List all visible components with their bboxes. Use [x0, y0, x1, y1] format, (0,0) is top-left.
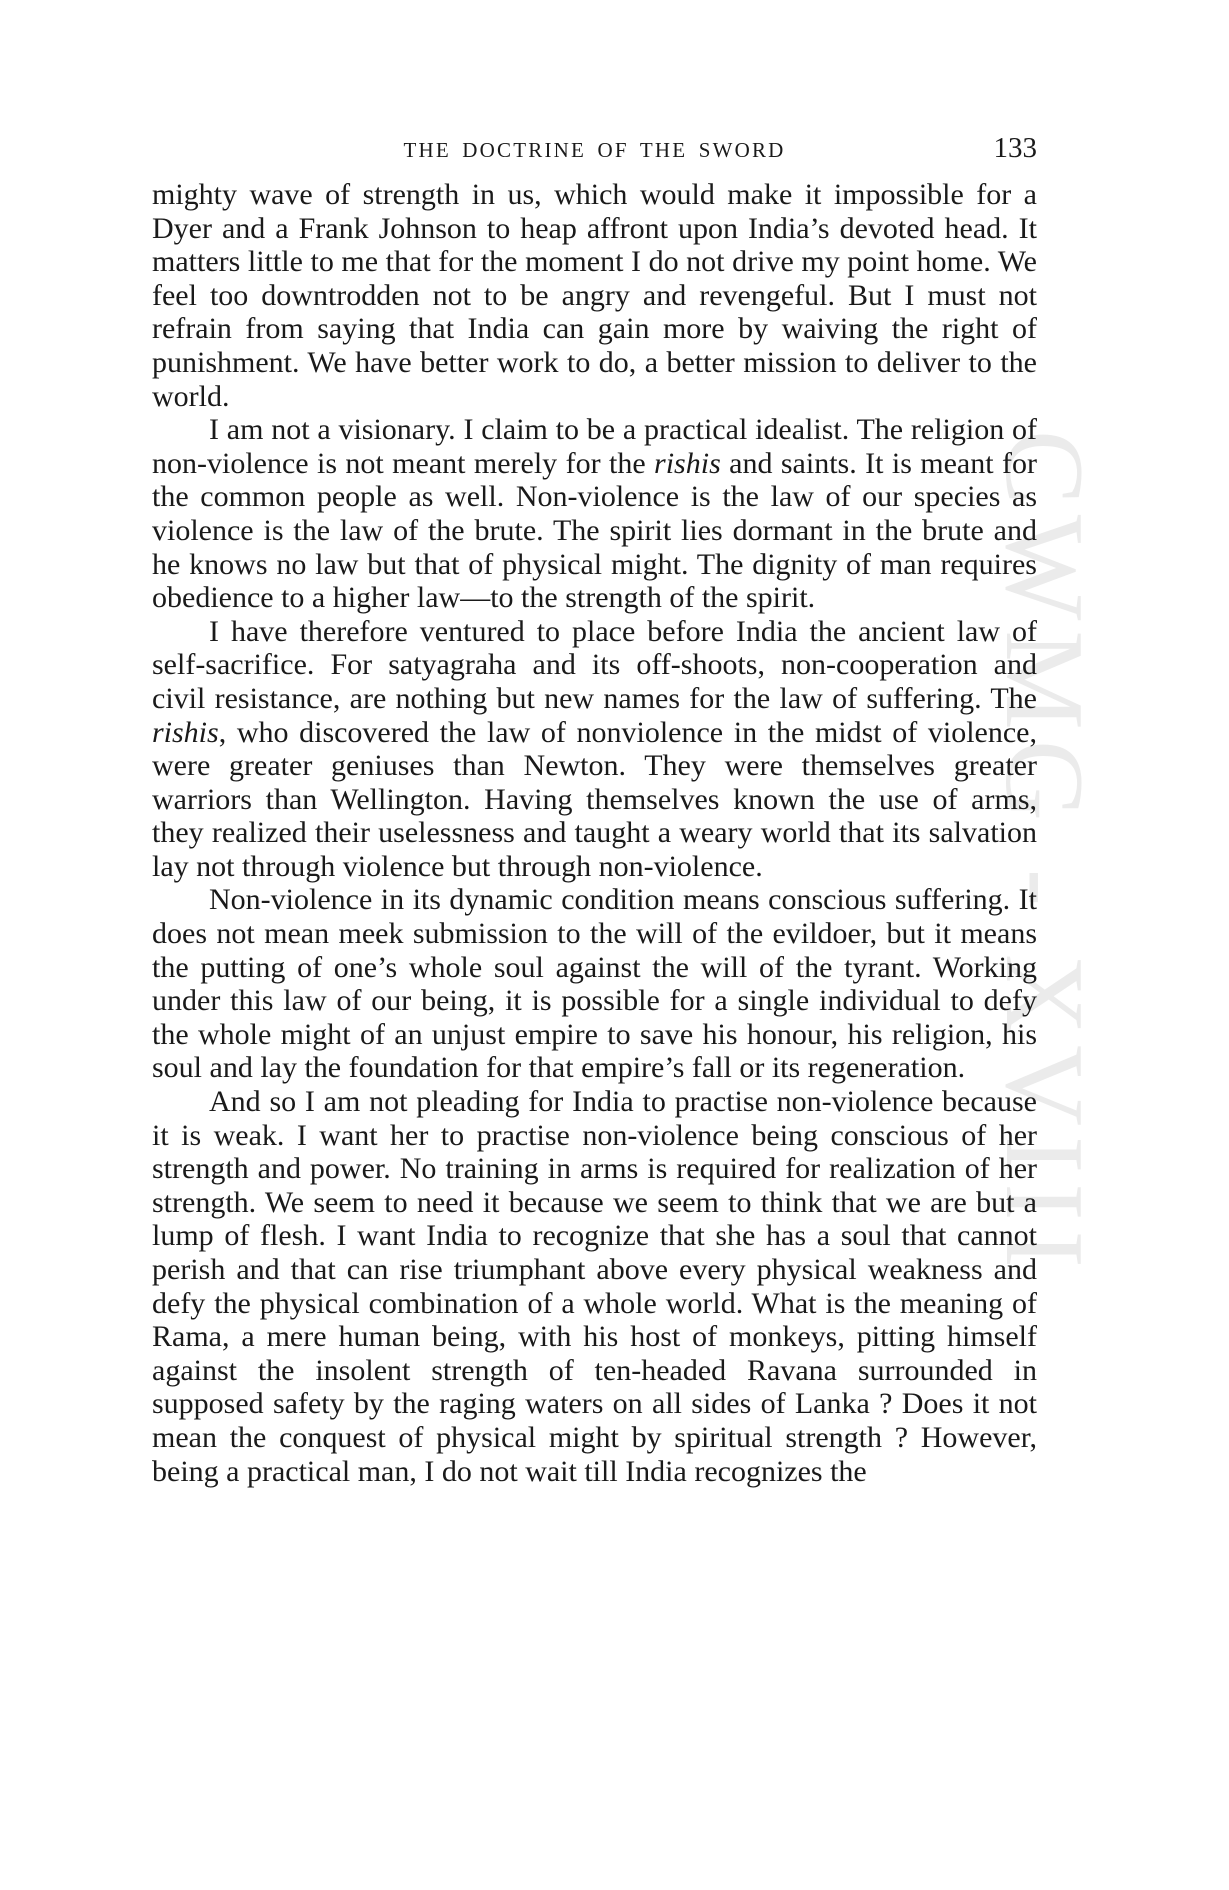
- italic-term: rishis: [654, 446, 721, 480]
- paragraph: [152, 1085, 1037, 1488]
- body-text: [152, 178, 1037, 1488]
- text-run: I have therefore ventured to place before India the ancient law of self-sacrifice. For satyagraha and its off-shoots, non-cooperation and civil resistance, are nothing but new names for the law of suffering. The: [152, 614, 1037, 715]
- text-run: , who discovered the law of nonviolence in the midst of violence, were greater geniuses than Newton. They were themselves greater warriors than Wellington. Having themselves known the use of arms, they realized their uselessness and taught a weary world that its salvation lay not through violence but through non-violence.: [152, 715, 1037, 883]
- watermark-text: CWMG - XVIII: [982, 430, 1106, 1278]
- running-title: THE DOCTRINE OF THE SWORD: [403, 138, 786, 162]
- text-run: I am not a visionary. I claim to be a practical idealist. The religion of non-violence is not meant merely for the: [152, 413, 1037, 480]
- running-head: [152, 132, 1037, 172]
- italic-term: rishis: [152, 715, 219, 749]
- text-run: And so I am not pleading for India to practise non-violence because it is weak. I want her to practise non-violence being conscious of her strength and power. No training in arms is required for realization of her strength. We seem to need it because we seem to think that we are but a lump of flesh. I want India to recognize that she has a soul that cannot perish and that can rise triumphant above every physical weakness and defy the physical combination of a whole world. What is the meaning of Rama, a mere human being, with his host of monkeys, pitting himself against the insolent strength of ten-headed Ravana surrounded in supposed safety by the raging waters on all sides of Lanka ? Does it not mean the conquest of physical might by spiritual strength ? However, being a practical man, I do not wait till India recognizes the: [152, 1085, 1037, 1488]
- text-run: mighty wave of strength in us, which would make it impossible for a Dyer and a Frank Johnson to heap affront upon India’s devoted head. It matters little to me that for the moment I do not drive my point home. We feel too downtrodden not to be angry and revengeful. But I must not refrain from saying that India can gain more by waiving the right of punishment. We have better work to do, a better mission to deliver to the world.: [152, 178, 1037, 413]
- text-run: and saints. It is meant for the common people as well. Non-violence is the law of our species as violence is the law of the brute. The spirit lies dormant in the brute and he knows no law but that of physical might. The dignity of man requires obedience to a higher law—to the strength of the spirit.: [152, 446, 1037, 615]
- paragraph: [152, 883, 1037, 1085]
- page-number: 133: [993, 132, 1037, 164]
- paragraph: [152, 615, 1037, 884]
- text-run: Non-violence in its dynamic condition means conscious suffering. It does not mean meek submission to the will of the evildoer, but it means the putting of one’s whole soul against the will of the tyrant. Working under this law of our being, it is possible for a single individual to defy the whole might of an unjust empire to save his honour, his religion, his soul and lay the foundation for that empire’s fall or its regeneration.: [152, 883, 1037, 1085]
- paragraph: [152, 178, 1037, 413]
- paragraph: [152, 413, 1037, 615]
